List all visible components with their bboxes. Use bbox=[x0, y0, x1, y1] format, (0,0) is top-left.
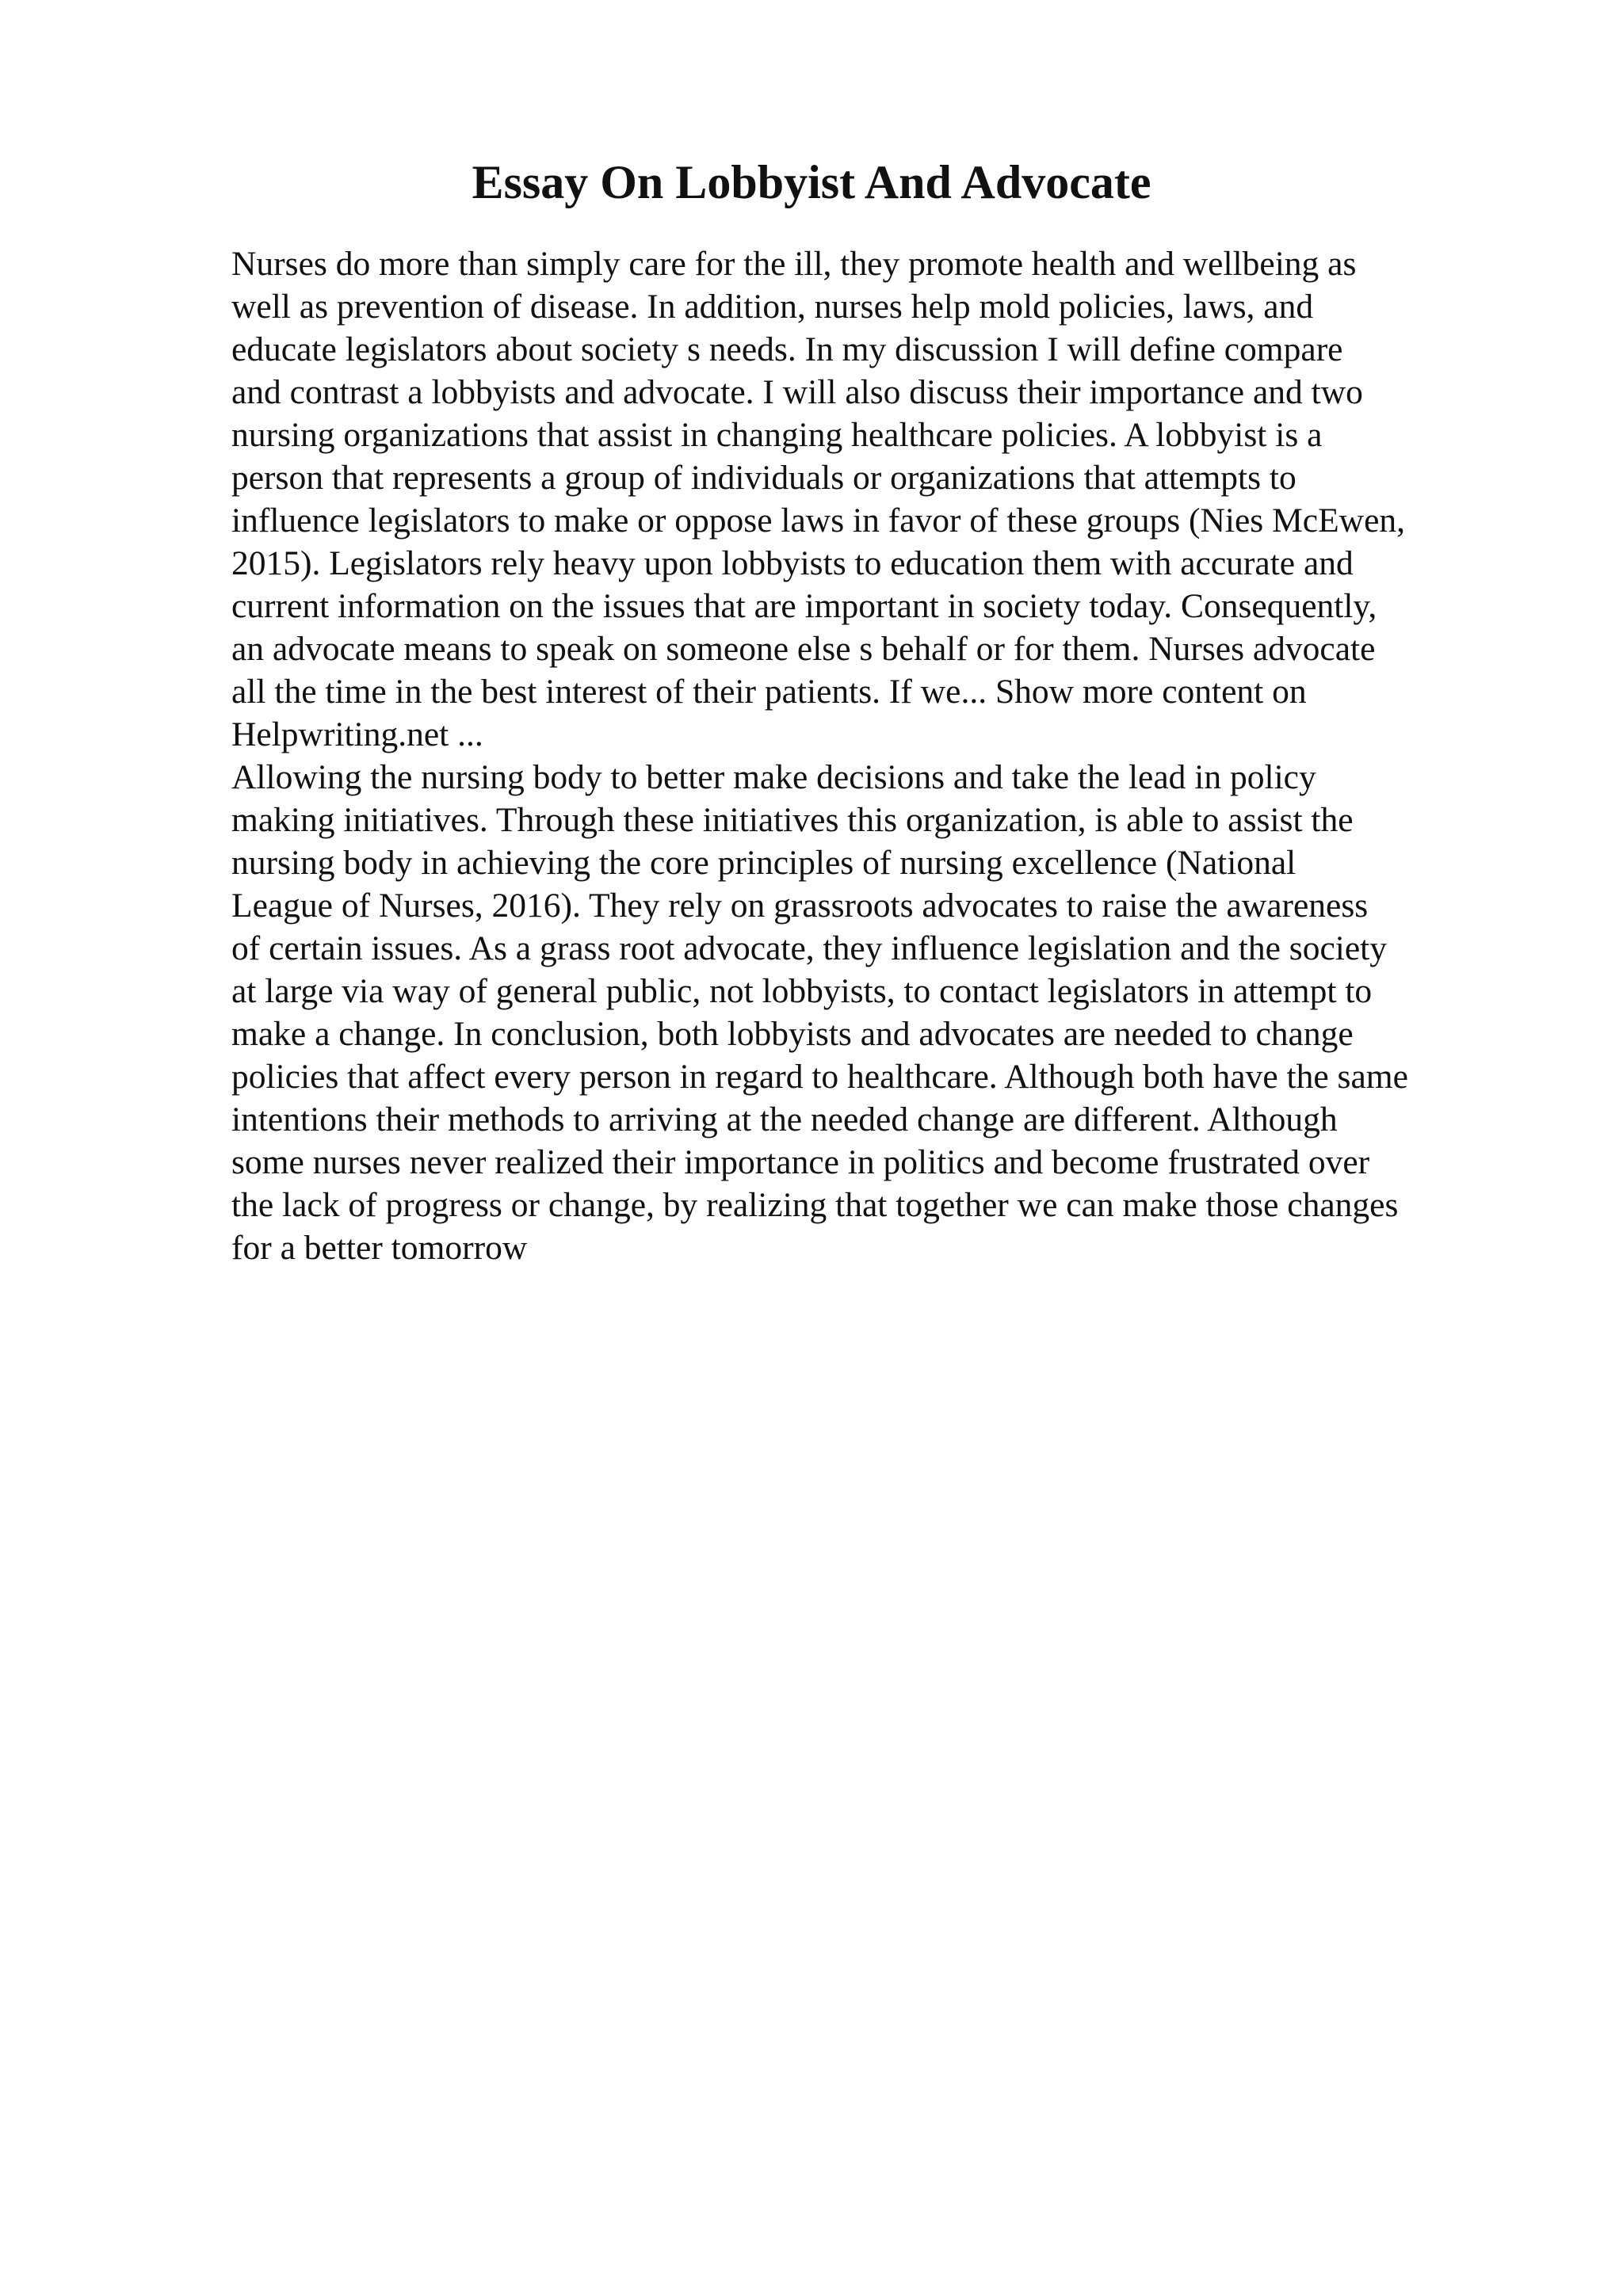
body-line: policies that affect every person in regard to healthcare. Although both have the same bbox=[231, 1058, 1408, 1096]
body-line: making initiatives. Through these initiatives this organization, is able to assist the bbox=[231, 801, 1354, 839]
document-title: Essay On Lobbyist And Advocate bbox=[472, 156, 1151, 208]
body-line: educate legislators about society s needs. In my discussion I will define compare bbox=[231, 330, 1343, 368]
body-line: Nurses do more than simply care for the ill, they promote health and wellbeing as bbox=[231, 245, 1357, 283]
body-line: Allowing the nursing body to better make decisions and take the lead in policy bbox=[231, 758, 1316, 796]
body-line: of certain issues. As a grass root advocate, they influence legislation and the society bbox=[231, 929, 1388, 967]
body-line: at large via way of general public, not lobbyists, to contact legislators in attempt to bbox=[231, 972, 1373, 1010]
body-line: current information on the issues that are important in society today. Consequently, bbox=[231, 587, 1377, 625]
body-line: nursing organizations that assist in changing healthcare policies. A lobbyist is a bbox=[231, 416, 1323, 454]
body-line: the lack of progress or change, by realizing that together we can make those changes bbox=[231, 1186, 1399, 1224]
body-line: some nurses never realized their importance in politics and become frustrated over bbox=[231, 1143, 1370, 1181]
body-line: League of Nurses, 2016). They rely on grassroots advocates to raise the awareness bbox=[231, 887, 1369, 925]
body-line: for a better tomorrow bbox=[231, 1229, 528, 1267]
document-body bbox=[231, 242, 1515, 1269]
body-line: Helpwriting.net ... bbox=[231, 715, 483, 753]
body-line: an advocate means to speak on someone else s behalf or for them. Nurses advocate bbox=[231, 630, 1376, 668]
body-line: well as prevention of disease. In addition, nurses help mold policies, laws, and bbox=[231, 288, 1314, 326]
body-line: make a change. In conclusion, both lobbyists and advocates are needed to change bbox=[231, 1015, 1354, 1053]
body-line: all the time in the best interest of their patients. If we... Show more content on bbox=[231, 673, 1307, 711]
body-line: 2015). Legislators rely heavy upon lobbyists to education them with accurate and bbox=[231, 544, 1354, 582]
body-line: influence legislators to make or oppose laws in favor of these groups (Nies McEwen, bbox=[231, 502, 1406, 540]
body-line: person that represents a group of individuals or organizations that attempts to bbox=[231, 459, 1296, 497]
body-line: intentions their methods to arriving at the needed change are different. Although bbox=[231, 1100, 1338, 1138]
body-line: nursing body in achieving the core principles of nursing excellence (National bbox=[231, 844, 1296, 882]
body-line: and contrast a lobbyists and advocate. I will also discuss their importance and two bbox=[231, 373, 1363, 411]
